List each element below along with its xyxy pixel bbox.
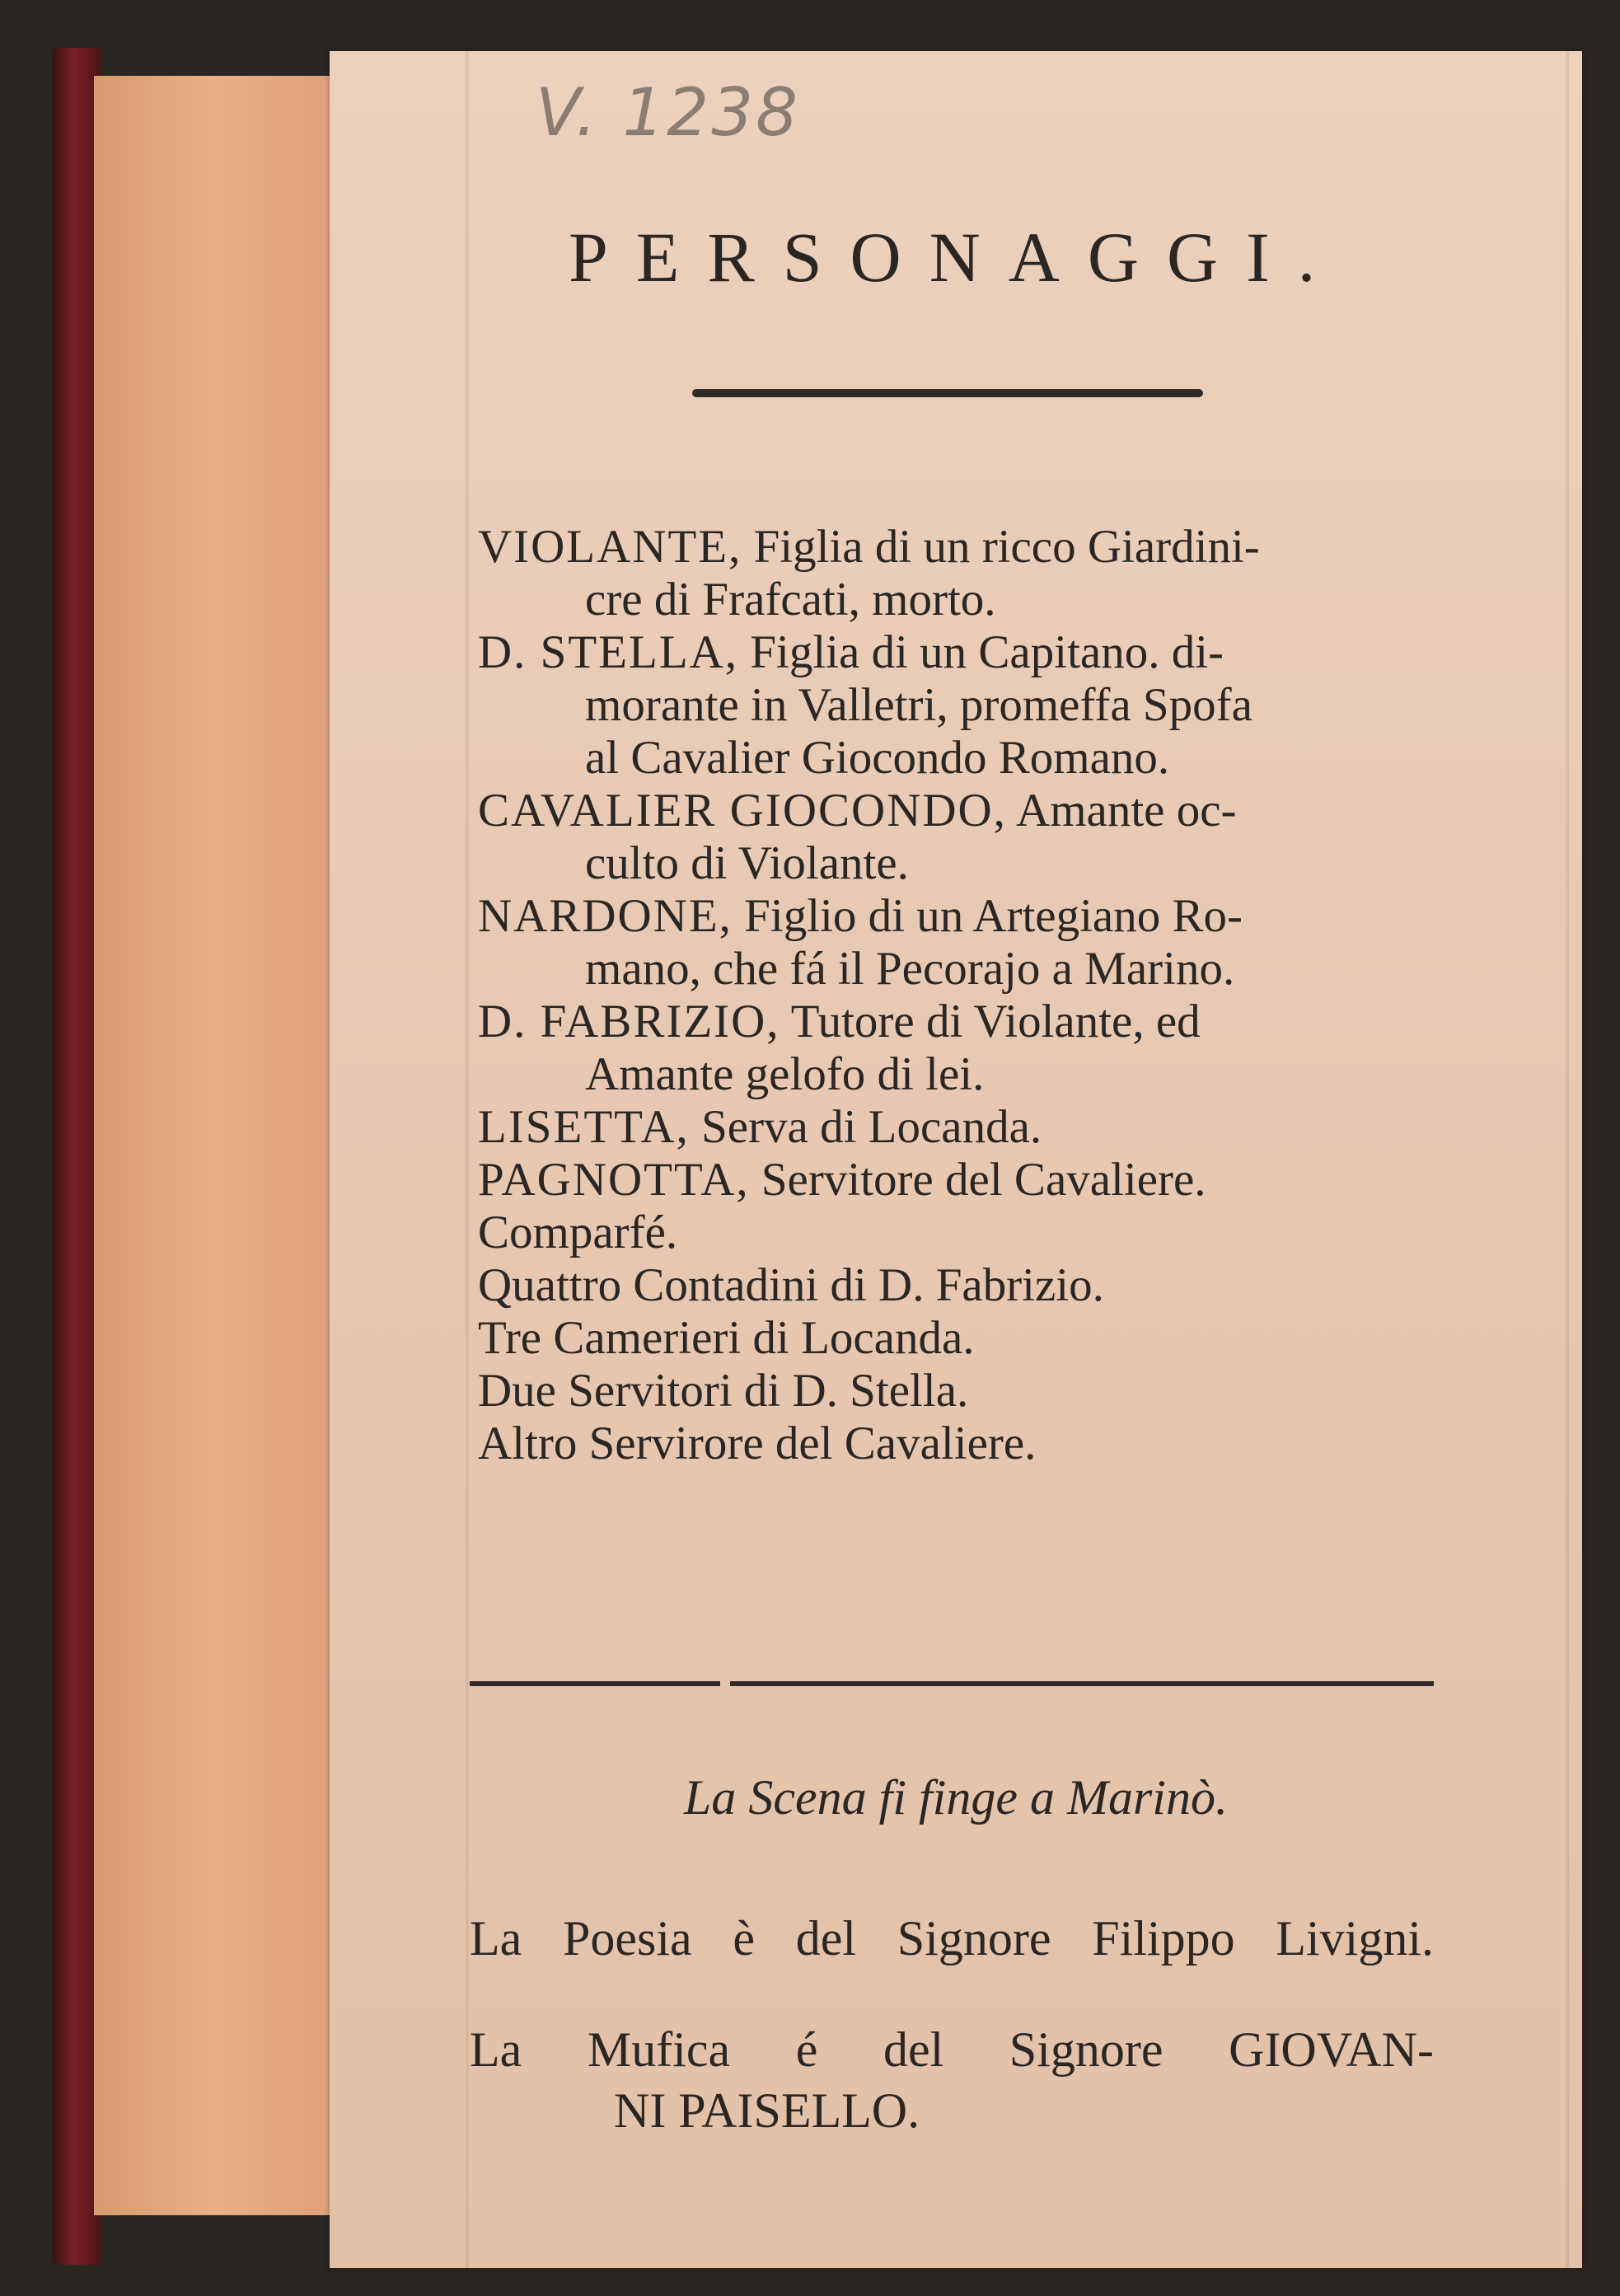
handwritten-shelfmark: V. 1238: [536, 74, 800, 151]
endpaper: [94, 76, 333, 2215]
scene-setting: La Scena fi finge a Marinò.: [684, 1770, 1228, 1825]
character-name: VIOLANTE,: [478, 521, 742, 573]
cast-list: [478, 521, 1442, 1470]
section-divider: [470, 1681, 1434, 1686]
character-description: Tutore di Violante, ed Amante gelofo di lei.: [585, 996, 1201, 1100]
cast-entry-stella: [478, 626, 1442, 785]
music-credit: [470, 2019, 1434, 2141]
extras-item: Tre Camerieri di Locanda.: [478, 1312, 975, 1364]
character-name: PAGNOTTA,: [478, 1154, 750, 1206]
character-description: Figlia di un Capitano. di- morante in Valletri, promeffa Spofa al Cavalier Giocondo Romano.: [585, 626, 1252, 784]
cast-entry-nardone: [478, 890, 1442, 996]
character-name: LISETTA,: [478, 1101, 690, 1153]
music-credit-line: NI PAISELLO.: [614, 2083, 920, 2138]
cast-entry-violante: [478, 521, 1442, 626]
character-description: Figlia di un ricco Giardini- cre di Frafcati, morto.: [585, 521, 1260, 626]
character-description: Figlio di un Artegiano Ro- mano, che fá il Pecorajo a Marino.: [585, 890, 1243, 995]
character-description: Amante oc- culto di Violante.: [585, 785, 1237, 889]
book-page: [330, 51, 1582, 2268]
character-name: D. STELLA,: [478, 626, 739, 678]
extras-item: Due Servitori di D. Stella.: [478, 1365, 969, 1417]
cast-entry-pagnotta: [478, 1154, 1442, 1207]
extras-heading: Comparfé.: [478, 1207, 678, 1258]
character-name: NARDONE,: [478, 890, 733, 942]
cast-entry-fabrizio: [478, 996, 1442, 1101]
ornamental-rule: [692, 389, 1203, 397]
extras-item: Quattro Contadini di D. Fabrizio.: [478, 1259, 1104, 1311]
character-description: Serva di Locanda.: [701, 1101, 1042, 1153]
character-name: CAVALIER GIOCONDO,: [478, 785, 1007, 836]
extras-item: Altro Servirore del Cavaliere.: [478, 1417, 1037, 1469]
cast-entry-lisetta: [478, 1101, 1442, 1154]
page-title: PERSONAGGI.: [569, 218, 1344, 297]
character-description: Servitore del Cavaliere.: [761, 1154, 1206, 1206]
music-credit-line: La Mufica é del Signore GIOVAN-: [470, 2022, 1434, 2077]
cast-entry-giocondo: [478, 785, 1442, 890]
poetry-credit: La Poesia è del Signore Filippo Livigni.: [470, 1911, 1434, 1966]
page-fold-left: [466, 51, 469, 2268]
page-fold-right: [1566, 51, 1569, 2268]
character-name: D. FABRIZIO,: [478, 996, 780, 1047]
